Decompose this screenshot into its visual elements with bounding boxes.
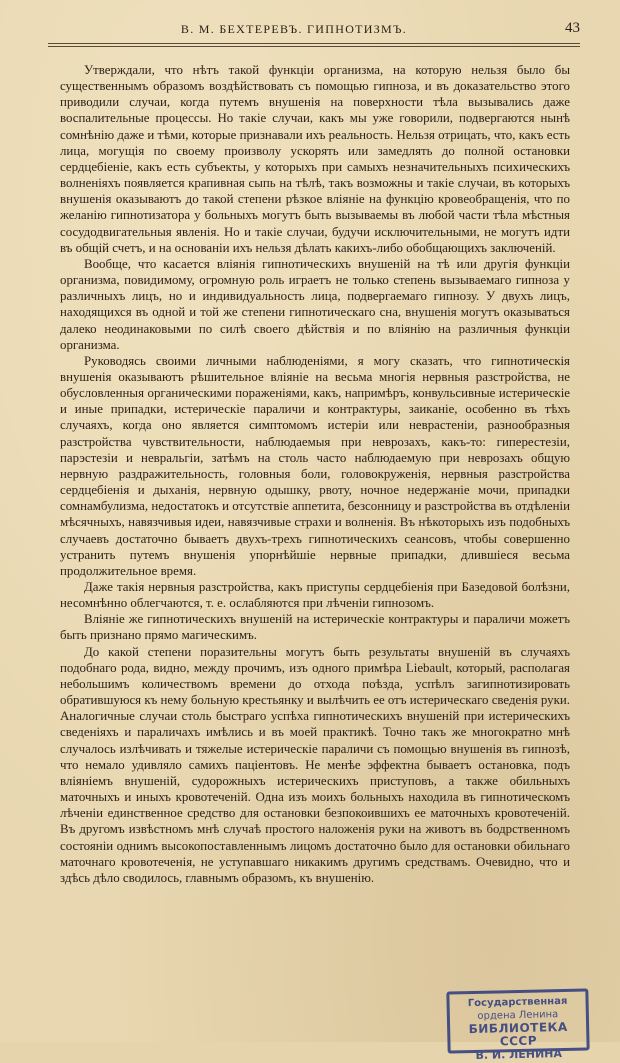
stamp-line: ордена Ленина	[477, 1009, 559, 1022]
paragraph: До какой степени поразительны могутъ быть результаты внушеній въ случаяхъ подобнаго рода, видно, между прочимъ, изъ одного примѣра Liebault, который, располагая небольшимъ количествомъ времени до отхода поѣзда, успѣлъ загипнотизировать обратившуюся къ нему больную крестьянку и вылѣчить ее отъ истерическаго сведенія руки. Аналогичные случаи столь быстраго успѣха гипнотическихъ внушеній при истерическихъ сведеніяхъ и параличахъ имѣлись и въ моей практикѣ. Точно такъ же многократно мнѣ случалось излѣчивать и тяжелые истерическіе параличи съ помощью внушенія въ гипнозѣ, что немало удивляло самихъ пацiентовъ. Не менѣе эффектна бываетъ остановка, подъ вліяніемъ внушеній, судорожныхъ истерическихъ приступовъ, а также обильныхъ маточныхъ и иныхъ кровотеченій. Одна изъ моихъ больныхъ находила въ гипнотическомъ лѣченіи единственное средство для остановки безпокоившихъ ее маточныхъ кровотеченій. Въ другомъ извѣстномъ мнѣ случаѣ простого наложенія руки на животъ въ бодрственномъ состояніи однимъ высокопоставленнымъ лицомъ достаточно было для остановки обильнаго маточнаго кровотеченія, не уступавшаго никакимъ другимъ средствамъ. Очевидно, что и здѣсь дѣло сводилось, главнымъ образомъ, къ внушенію.	[60, 644, 570, 885]
body-text	[60, 62, 570, 886]
paragraph: Вообще, что касается вліянія гипнотическихъ внушеній на тѣ или другія функціи организма, повидимому, огромную роль играетъ не только степень вызываемаго гипноза у различныхъ лицъ, но и индивидуальность лица, подвергаемаго гипнозу. У двухъ лицъ, находящихся въ одной и той же степени гипнотическаго сна, внушенія могутъ оказываться далеко неодинаковыми по силѣ своего дѣйствія и по вліянію на различныя функціи организма.	[60, 256, 570, 352]
page-number: 43	[565, 20, 580, 36]
header-rule	[48, 43, 580, 47]
library-stamp	[446, 988, 589, 1062]
running-title: В. М. БЕХТЕРЕВЪ. ГИПНОТИЗМЪ.	[180, 22, 408, 36]
running-head	[48, 22, 580, 44]
paragraph: Даже такія нервныя разстройства, какъ приступы сердцебіенія при Базедовой болѣзни, несомнѣнно облегчаются, т. е. ослабляются при лѣченіи гипнозомъ.	[60, 580, 570, 611]
stamp-line: Государственная	[467, 995, 568, 1010]
paragraph: Вліяніе же гипнотическихъ внушеній на истерическіе контрактуры и параличи можетъ быть признано прямо магическимъ.	[60, 612, 570, 643]
stamp-line: В. И. ЛЕНИНА	[475, 1047, 563, 1062]
paragraph: Утверждали, что нѣтъ такой функціи организма, на которую нельзя было бы существеннымъ образомъ воздѣйствовать съ помощью гипноза, и въ доказательство этого приводили случаи, когда путемъ внушенія на поверхности тѣла вызывались даже воспалительные процессы. Но такіе случаи, какъ мы уже говорили, подвергаются нынѣ сомнѣнію даже и тѣми, которые признавали ихъ реальность. Нельзя отрицать, что, какъ есть лица, могущія по своему произволу ускорять или замедлять до полной остановки сердцебіеніе, какъ есть субъекты, у которыхъ при самыхъ незначительныхъ психическихъ волненіяхъ появляется крапивная сыпь на тѣлѣ, такъ возможны и такіе случаи, въ которыхъ внушенія оказываютъ до такой степени рѣзкое вліяніе на функцію кровеобращенія, что по желанію гипнотизатора у больныхъ могутъ быть вызываемы въ любой части тѣла мѣстныя сосудодвигательныя явленія. Но и такіе случаи, будучи исключительными, не могутъ идти въ общій счетъ, и на основаніи ихъ нельзя дѣлать какихъ-либо обобщающихъ заключеній.	[60, 63, 570, 255]
stamp-line: БИБЛИОТЕКА СССР	[468, 1019, 568, 1049]
paragraph: Руководясь своими личными наблюденіями, я могу сказать, что гипнотическія внушенія оказываютъ рѣшительное вліяніе на весьма многія нервныя разстройства, не обусловленныя органическими пораженіями, какъ, напримѣръ, конвульсивные истерическіе и иные припадки, истерическіе параличи и контрактуры, заиканіе, особенно въ тѣхъ случаяхъ, когда оно является симптомомъ истеріи или неврастеніи, разнообразныя разстройства чувствительности, наблюдаемыя при неврозахъ, какъ-то: гиперестезіи, парэстезіи и невральгіи, затѣмъ на столь часто наблюдаемую при неврозахъ общую нервную раздражительность, головныя боли, головокруженія, нервныя разстройства сердцебіенія и дыханія, нервную одышку, рвоту, ночное недержаніе мочи, припадки сомнамбулизма, недостатокъ и отсутствіе аппетита, безсонницу и разстройства въ отдѣленіи мѣсячныхъ, навязчивыя идеи, навязчивые страхи и волненія. Въ нѣкоторыхъ изъ подобныхъ случаевъ достаточно бываетъ двухъ-трехъ гипнотическихъ сеансовъ, чтобы совершенно устранить путемъ внушенія упорнѣйшіе нервные припадки, длившіеся весьма продолжительное время.	[60, 353, 570, 578]
